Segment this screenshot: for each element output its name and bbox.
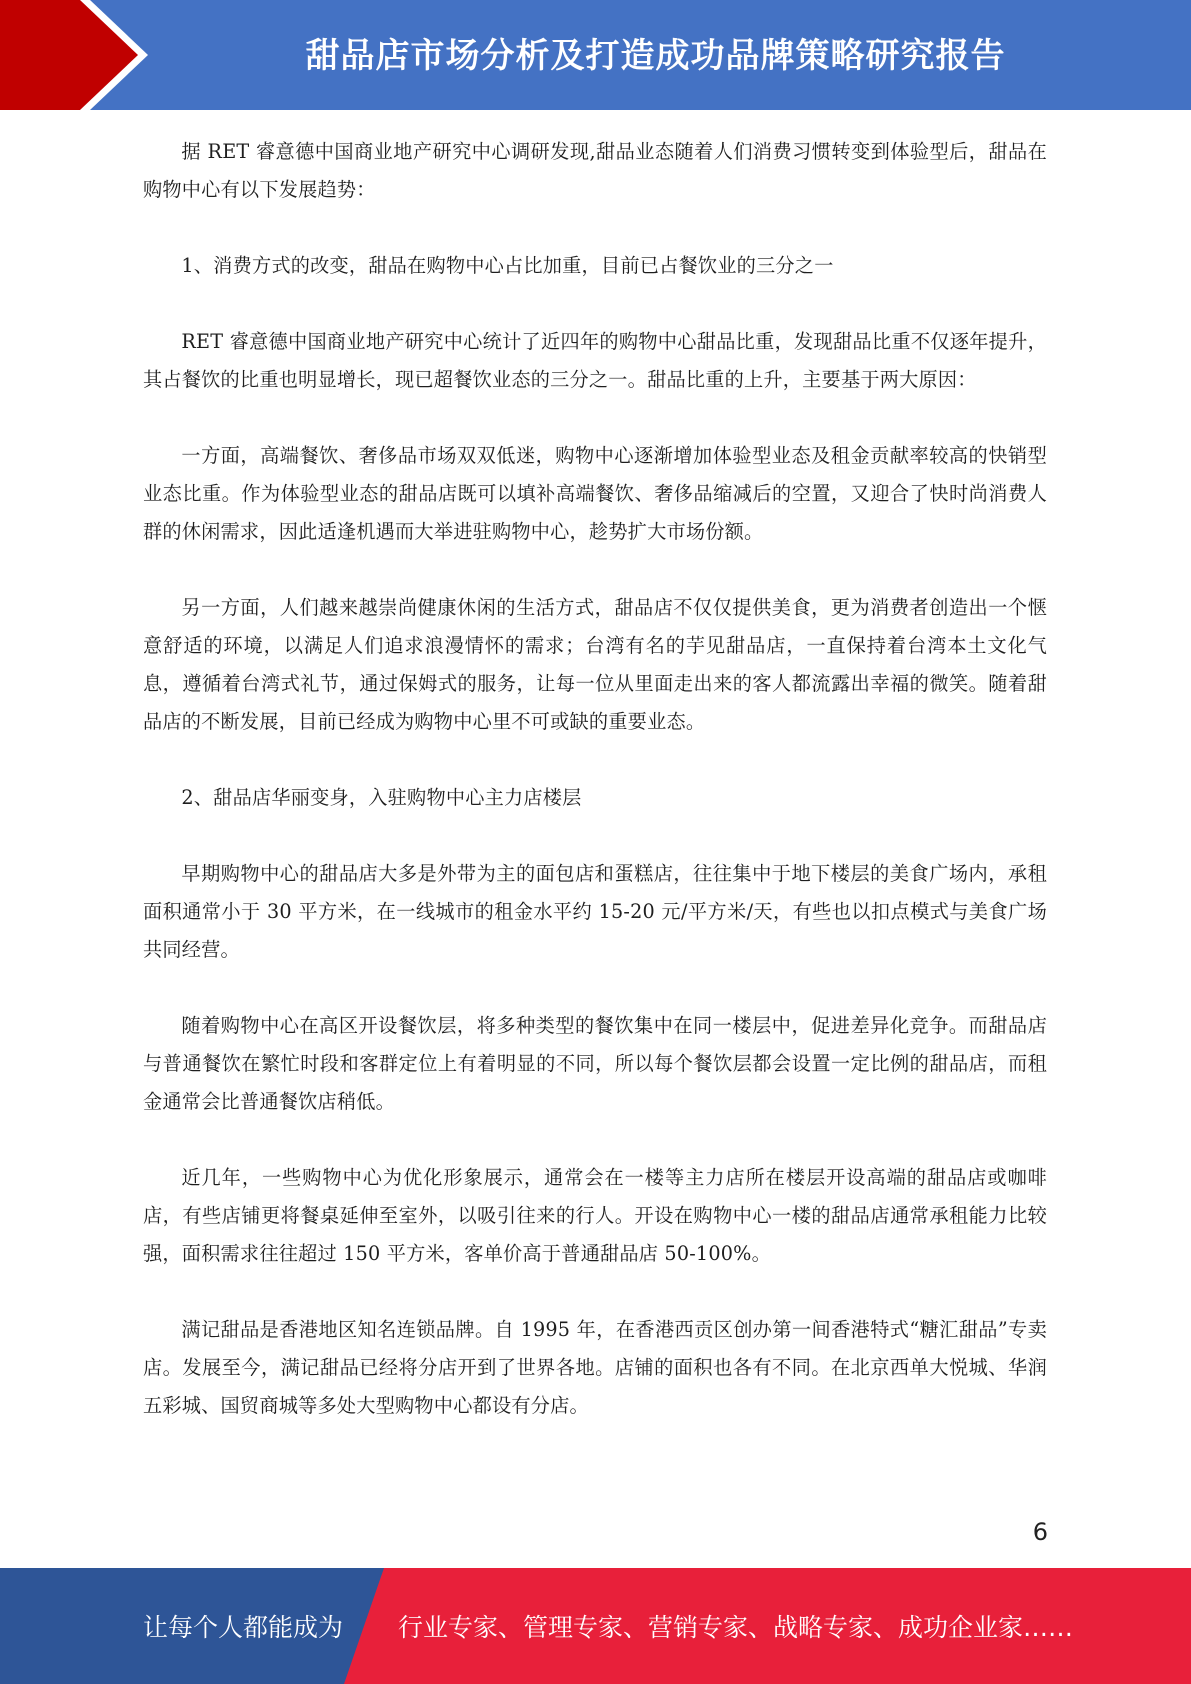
footer-slogan-right: 行业专家、管理专家、营销专家、战略专家、成功企业家…… [398,1613,1074,1642]
paragraph: 一方面，高端餐饮、奢侈品市场双双低迷，购物中心逐渐增加体验型业态及租金贡献率较高的快销型业态比重。作为体验型业态的甜品店既可以填补高端餐饮、奢侈品缩减后的空置，又迎合了快时尚消费人群的休闲需求，因此适逢机遇而大举进驻购物中心，趁势扩大市场份额。 [143,444,1047,543]
header-banner [0,0,1191,110]
footer-slogan-left: 让每个人都能成为 [143,1613,344,1642]
paragraph: 随着购物中心在高区开设餐饮层，将多种类型的餐饮集中在同一楼层中，促进差异化竞争。而甜品店与普通餐饮在繁忙时段和客群定位上有着明显的不同，所以每个餐饮层都会设置一定比例的甜品店，而租金通常会比普通餐饮店稍低。 [143,1014,1047,1113]
paragraph-intro: 据 RET 睿意德中国商业地产研究中心调研发现,甜品业态随着人们消费习惯转变到体验型后，甜品在购物中心有以下发展趋势： [143,140,1047,201]
paragraph: 满记甜品是香港地区知名连锁品牌。自 1995 年，在香港西贡区创办第一间香港特式“糖汇甜品”专卖店。发展至今，满记甜品已经将分店开到了世界各地。店铺的面积也各有不同。在北京西单大悦城、华润五彩城、国贸商城等多处大型购物中心都设有分店。 [143,1318,1047,1417]
footer-banner [0,1568,1191,1684]
paragraph: 早期购物中心的甜品店大多是外带为主的面包店和蛋糕店，往往集中于地下楼层的美食广场内，承租面积通常小于 30 平方米，在一线城市的租金水平约 15-20 元/平方米/天，有些也以扣点模式与美食广场共同经营。 [143,862,1047,961]
page-number: 6 [1032,1518,1048,1546]
paragraph: 近几年，一些购物中心为优化形象展示，通常会在一楼等主力店所在楼层开设高端的甜品店或咖啡店，有些店铺更将餐桌延伸至室外，以吸引往来的行人。开设在购物中心一楼的甜品店通常承租能力比较强，面积需求往往超过 150 平方米，客单价高于普通甜品店 50-100%。 [143,1166,1047,1265]
section-heading-2: 2、甜品店华丽变身，入驻购物中心主力店楼层 [181,786,582,809]
report-body [143,133,1047,1425]
paragraph: 另一方面，人们越来越崇尚健康休闲的生活方式，甜品店不仅仅提供美食，更为消费者创造出一个惬意舒适的环境，以满足人们追求浪漫情怀的需求；台湾有名的芋见甜品店，一直保持着台湾本土文化气息，遵循着台湾式礼节，通过保姆式的服务，让每一位从里面走出来的客人都流露出幸福的微笑。随着甜品店的不断发展，目前已经成为购物中心里不可或缺的重要业态。 [143,596,1047,733]
paragraph: RET 睿意德中国商业地产研究中心统计了近四年的购物中心甜品比重，发现甜品比重不仅逐年提升，其占餐饮的比重也明显增长，现已超餐饮业态的三分之一。甜品比重的上升，主要基于两大原因： [143,330,1047,391]
page-title: 甜品店市场分析及打造成功品牌策略研究报告 [305,35,1006,76]
header-arrow-icon [0,0,160,110]
section-heading-1: 1、消费方式的改变，甜品在购物中心占比加重，目前已占餐饮业的三分之一 [181,254,834,277]
